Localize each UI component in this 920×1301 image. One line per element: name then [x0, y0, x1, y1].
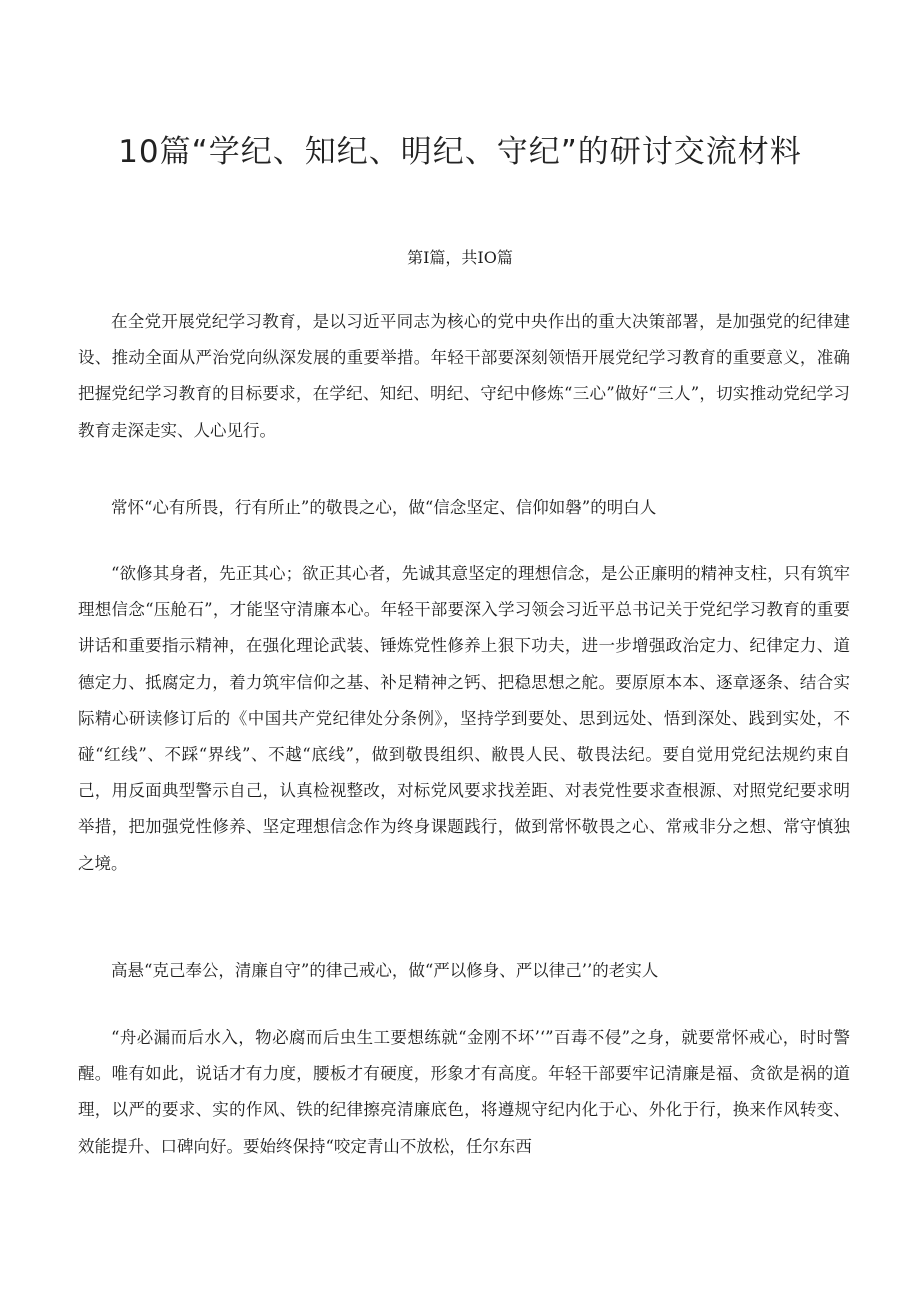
section-heading-1: 常怀“心有所畏，行有所止”的敬畏之心，做“信念坚定、信仰如磐”的明白人 — [111, 498, 657, 517]
document-title: 10篇“学纪、知纪、明纪、守纪”的研讨交流材料 — [118, 134, 802, 170]
paragraph-intro: 在全党开展党纪学习教育，是以习近平同志为核心的党中央作出的重大决策部署，是加强党的纪律建设、推动全面从严治党向纵深发展的重要举措。年轻干部要深刻领悟开展党纪学习教育的重要意义，准确把握党纪学习教育的目标要求，在学纪、知纪、明纪、守纪中修炼“三心”做好“三人”，切实推动党纪学习教育走深走实、人心见行。 — [78, 312, 850, 440]
section-label: 第I篇，共IO篇 — [407, 248, 513, 267]
section-heading-2: 高悬“克己奉公，清廉自守”的律己戒心，做“严以修身、严以律己’’的老实人 — [111, 961, 659, 980]
paragraph-body-1: “欲修其身者，先正其心；欲正其心者，先诚其意坚定的理想信念，是公正廉明的精神支柱，只有筑牢理想信念“压舱石”，才能坚守清廉本心。年轻干部要深入学习领会习近平总书记关于党纪学习教育的重要讲话和重要指示精神，在强化理论武装、锤炼党性修养上狠下功夫，进一步增强政治定力、纪律定力、道德定力、抵腐定力，着力筑牢信仰之基、补足精神之钙、把稳思想之舵。要原原本本、逐章逐条、结合实际精心研读修订后的《中国共产党纪律处分条例》，坚持学到要处、思到远处、悟到深处、践到实处，不碰“红线”、不踩“界线”、不越“底线”，做到敬畏组织、敝畏人民、敬畏法纪。要自觉用党纪法规约束自己，用反面典型警示自己，认真检视整改，对标党风要求找差距、对表党性要求查根源、对照党纪要求明举措，把加强党性修养、坚定理想信念作为终身课题践行，做到常怀敬畏之心、常戒非分之想、常守慎独之境。 — [78, 564, 850, 873]
paragraph-body-2: “舟必漏而后水入，物必腐而后虫生工要想练就“金刚不坏’‘”百毒不侵”之身，就要常怀戒心，时时警醒。唯有如此，说话才有力度，腰板才有硬度，形象才有高度。年轻干部要牢记清廉是福、贪欲是祸的道理，以严的要求、实的作风、铁的纪律擦亮清廉底色，将遵规守纪内化于心、外化于行，换来作风转变、效能提升、口碑向好。要始终保持“咬定青山不放松，任尔东西 — [78, 1028, 850, 1156]
